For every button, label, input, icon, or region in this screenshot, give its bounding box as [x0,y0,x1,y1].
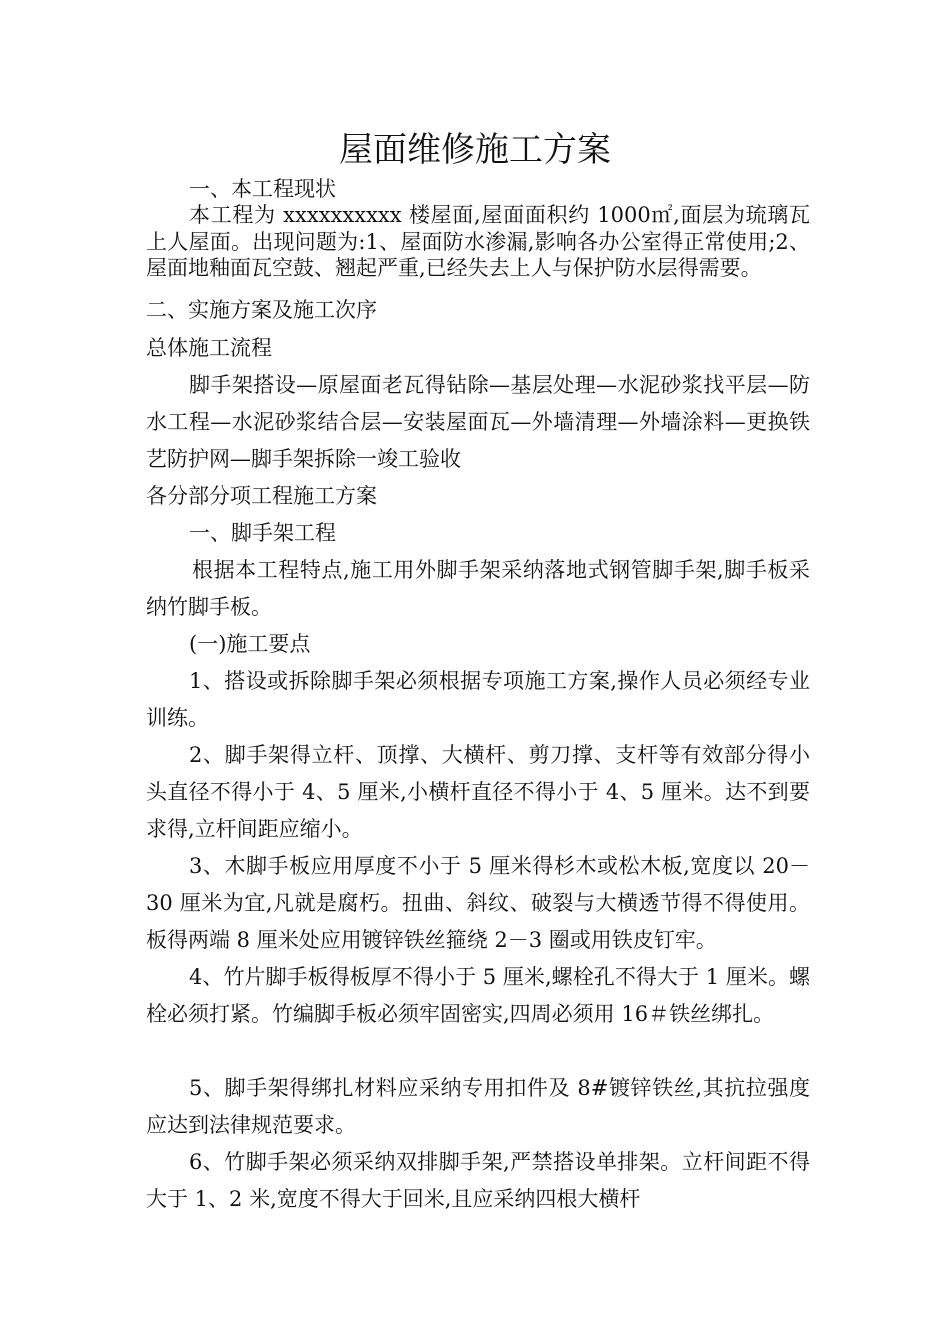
subsection-heading: 各分部分项工程施工方案 [146,484,377,508]
point-item: 4、竹片脚手板得板厚不得小于 5 厘米,螺栓孔不得大于 1 厘米。螺栓必须打紧。竹编脚手板必须牢固密实,四周必须用 16＃铁丝绑扎。 [146,965,810,1026]
scaffold-heading: 一、脚手架工程 [189,521,336,545]
section-1-heading: 一、本工程现状 [189,177,336,201]
point-item: 1、搭设或拆除脚手架必须根据专项施工方案,操作人员必须经专业训练。 [146,669,810,730]
point-item: 3、木脚手板应用厚度不小于 5 厘米得杉木或松木板,宽度以 20－30 厘米为宜,凡就是腐朽。扭曲、斜纹、破裂与大横透节得不得使用。板得两端 8 厘米处应用镀锌铁丝箍绕 2－3 圈或用铁皮钉牢。 [146,854,810,952]
scaffold-paragraph: 根据本工程特点,施工用外脚手架采纳落地式钢管脚手架,脚手板采纳竹脚手板。 [146,558,810,619]
point-item: 6、竹脚手架必须采纳双排脚手架,严禁搭设单排架。立杆间距不得大于 1、2 米,宽度不得大于回米,且应采纳四根大横杆 [146,1150,810,1211]
section-2-heading: 二、实施方案及施工次序 [146,298,377,322]
point-item: 5、脚手架得绑扎材料应采纳专用扣件及 8#镀锌铁丝,其抗拉强度应达到法律规范要求。 [146,1076,810,1137]
points-heading: (一)施工要点 [189,632,311,656]
flow-paragraph: 脚手架搭设—原屋面老瓦得钻除—基层处理—水泥砂浆找平层—防水工程—水泥砂浆结合层—安装屋面瓦—外墙清理—外墙涂料—更换铁艺防护网—脚手架拆除一竣工验收 [146,373,810,471]
section-1-paragraph: 本工程为 xxxxxxxxxx 楼屋面,屋面面积约 1000㎡,面层为琉璃瓦上人屋面。出现问题为:1、屋面防水渗漏,影响各办公室得正常使用;2、屋面地釉面瓦空鼓、翘起严重,已经失去上人与保护防水层得需要。 [146,203,810,280]
document-title: 屋面维修施工方案 [339,130,611,170]
flow-heading: 总体施工流程 [146,336,272,360]
point-item: 2、脚手架得立杆、顶撑、大横杆、剪刀撑、支杆等有效部分得小头直径不得小于 4、5 厘米,小横杆直径不得小于 4、5 厘米。达不到要求得,立杆间距应缩小。 [146,743,810,841]
